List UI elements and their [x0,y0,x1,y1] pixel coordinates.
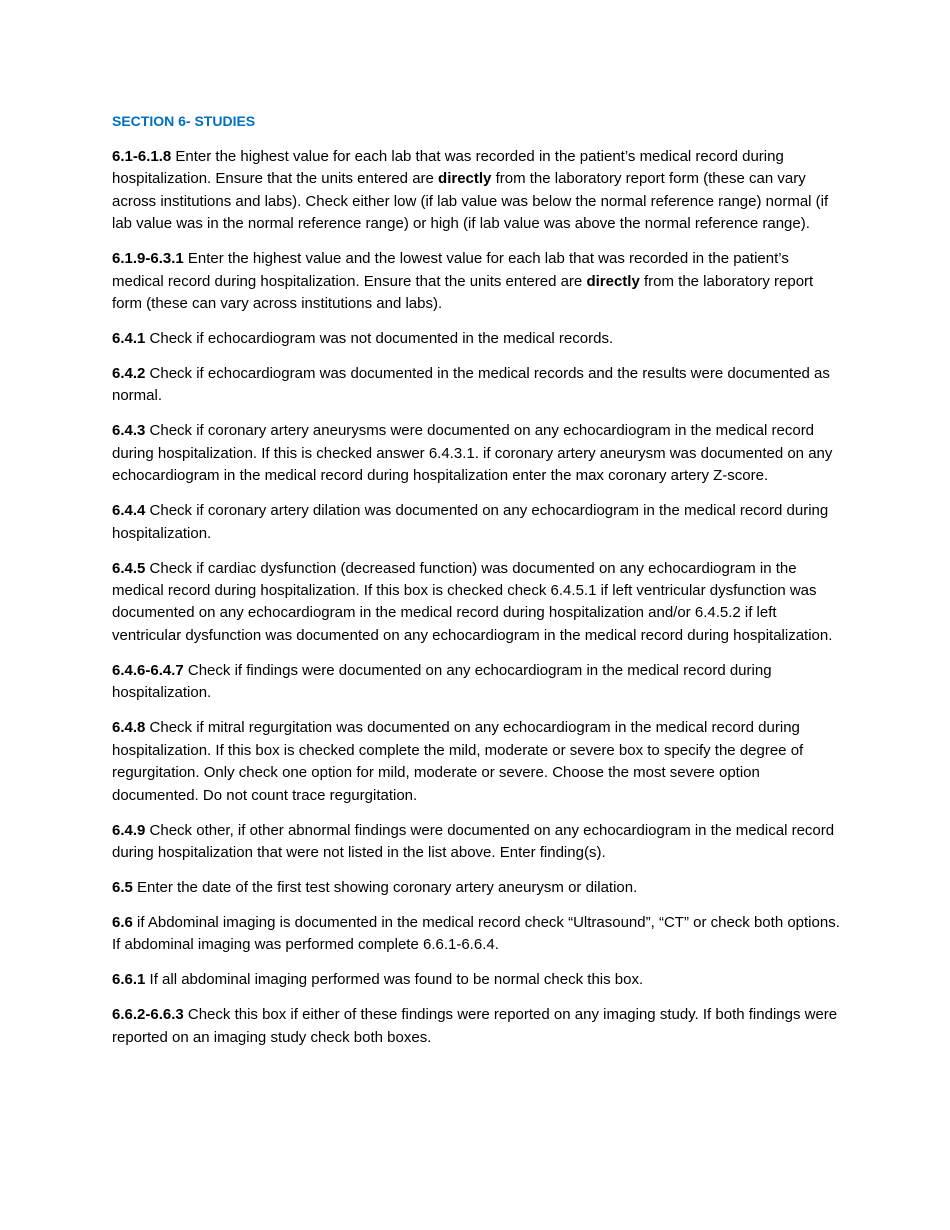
paragraph-6-1 [112,146,842,236]
item-text: Check other, if other abnormal findings were documented on any echocardiogram in the medical record during hospitalization that were not listed in the list above. Enter finding(s). [112,821,835,861]
paragraph-6-6-2 [112,1004,842,1049]
item-text: Check if findings were documented on any echocardiogram in the medical record during hospitalization. [112,661,772,702]
document-page [112,110,842,1062]
paragraph-6-4-2 [112,363,842,408]
item-text: Check if echocardiogram was documented in the medical records and the results were documented as normal. [112,365,830,405]
item-text: from the laboratory report form (these can vary across institutions and labs). [112,272,814,313]
item-text: Check if cardiac dysfunction (decreased function) was documented on any echocardiogram in the medical record during hospitalization. If this box is checked check 6.4.5.1 if left ventricular dysfunction was documented on any echocardiogram in the medical record during hospitalization and/or 6.4.5.2 if left ventricular dysfunction was documented on any echocardiogram in the medical record during hospitalization. [112,559,833,644]
item-number: 6.4.8 [112,719,146,737]
item-text: Check if echocardiogram was not documented in the medical records. [145,330,614,348]
item-text: if Abdominal imaging is documented in the medical record check “Ultrasound”, “CT” or check both options. If abdominal imaging was performed complete 6.6.1-6.6.4. [112,913,840,954]
paragraph-6-6-1 [112,969,842,991]
item-text: Enter the date of the first test showing coronary artery aneurysm or dilation. [132,878,638,896]
paragraph-6-5 [112,877,842,899]
item-number: 6.4.5 [112,559,146,577]
item-text: Check if coronary artery aneurysms were documented on any echocardiogram in the medical record during hospitalization. If this is checked answer 6.4.3.1. if coronary artery aneurysm was documented on any echocardiogram in the medical record during hospitalization enter the max coronary artery Z-score. [112,422,833,485]
item-text: Check this box if either of these findings were reported on any imaging study. If both findings were reported on an imaging study check both boxes. [112,1006,838,1046]
paragraph-6-4-6 [112,660,842,705]
item-number: 6.4.9 [112,821,146,839]
emphasis-text: directly [438,170,492,188]
item-number: 6.6 [112,913,133,931]
paragraph-6-6 [112,912,842,957]
paragraph-6-4-5 [112,558,842,648]
paragraph-6-4-3 [112,420,842,487]
item-text: Check if mitral regurgitation was documented on any echocardiogram in the medical record during hospitalization. If this box is checked complete the mild, moderate or severe box to specify the degree of regurgitation. Only check one option for mild, moderate or severe. Choose the most severe option documented. Do not count trace regurgitation. [112,719,804,804]
item-number: 6.6.2-6.6.3 [112,1006,184,1024]
emphasis-text: directly [586,272,640,290]
item-number: 6.4.3 [112,422,146,440]
item-text: from the laboratory report form (these can vary across institutions and labs). Check either low (if lab value was below the normal reference range) normal (if lab value was in the normal reference range) or high (if lab value was above the normal reference range). [112,170,829,233]
section-title: SECTION 6- STUDIES [112,113,256,129]
item-number: 6.6.1 [112,971,146,989]
item-number: 6.4.1 [112,330,146,348]
item-number: 6.1.9-6.3.1 [112,250,184,268]
item-number: 6.5 [112,878,133,896]
item-text: If all abdominal imaging performed was found to be normal check this box. [145,971,644,989]
paragraph-6-1-9 [112,248,842,315]
item-number: 6.4.2 [112,365,146,383]
paragraph-6-4-9 [112,820,842,865]
item-text: Enter the highest value and the lowest value for each lab that was recorded in the patient’s medical record during hospitalization. Ensure that the units entered are [112,250,789,290]
item-number: 6.4.6-6.4.7 [112,661,184,679]
item-text: Check if coronary artery dilation was documented on any echocardiogram in the medical record during hospitalization. [112,502,829,542]
paragraph-6-4-4 [112,500,842,545]
paragraph-6-4-1 [112,328,842,350]
item-text: Enter the highest value for each lab that was recorded in the patient’s medical record during hospitalization. Ensure that the units entered are [112,148,784,188]
item-number: 6.1-6.1.8 [112,148,172,165]
paragraph-6-4-8 [112,717,842,807]
item-number: 6.4.4 [112,502,146,520]
